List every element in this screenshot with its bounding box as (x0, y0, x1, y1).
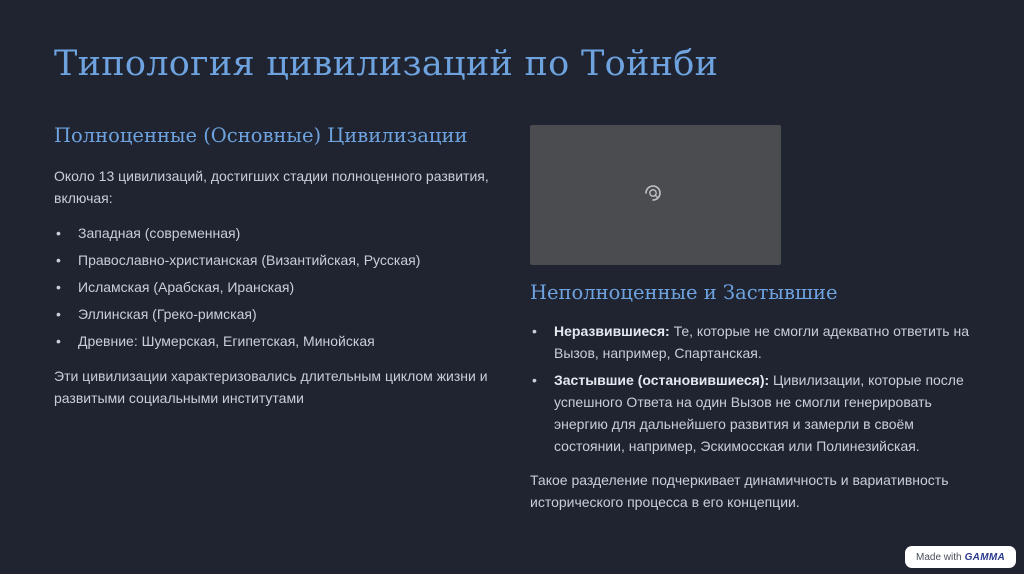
term-label: Неразвившиеся: (554, 323, 670, 339)
badge-prefix: Made with (916, 551, 962, 563)
image-placeholder (530, 125, 781, 265)
left-list (54, 222, 504, 352)
made-with-gamma-badge[interactable] (905, 546, 1016, 568)
bullet-icon: • (56, 225, 61, 241)
bullet-icon: • (56, 279, 61, 295)
right-outro: Такое разделение подчеркивает динамичность и вариативность исторического процесса в его концепции. (530, 472, 949, 510)
right-list (530, 320, 975, 457)
right-column (530, 125, 975, 513)
bullet-icon: • (56, 252, 61, 268)
list-item: • Застывшие (остановившиеся): Цивилизации, которые после успешного Ответа на один Вызов не смогли генерировать энергию для дальнейшего развития и замерли в своём состоянии, например, Эскимосская или Полинезийская. (530, 369, 975, 457)
page-title: Типология цивилизаций по Тойнби (54, 44, 719, 84)
term-label: Застывшие (остановившиеся): (554, 372, 770, 388)
left-column (54, 124, 504, 409)
bullet-icon: • (56, 306, 61, 322)
list-item: • Эллинская (Греко-римская) (54, 303, 504, 325)
left-heading: Полноценные (Основные) Цивилизации (54, 124, 468, 147)
list-item: • Неразвившиеся: Те, которые не смогли адекватно ответить на Вызов, например, Спартанская. (530, 320, 975, 364)
gamma-logo: GAMMA (964, 551, 1005, 563)
bullet-icon: • (56, 333, 61, 349)
list-item: • Исламская (Арабская, Иранская) (54, 276, 504, 298)
bullet-icon: • (532, 372, 537, 388)
bullet-icon: • (532, 323, 537, 339)
list-item: • Западная (современная) (54, 222, 504, 244)
list-item: • Древние: Шумерская, Египетская, Минойская (54, 330, 504, 352)
left-intro: Около 13 цивилизаций, достигших стадии полноценного развития, включая: (54, 168, 489, 206)
loading-search-icon (642, 182, 664, 204)
left-outro: Эти цивилизации характеризовались длительным циклом жизни и развитыми социальными институтами (54, 368, 488, 406)
list-item: • Православно-христианская (Византийская, Русская) (54, 249, 504, 271)
right-heading: Неполноценные и Застывшие (530, 281, 838, 304)
